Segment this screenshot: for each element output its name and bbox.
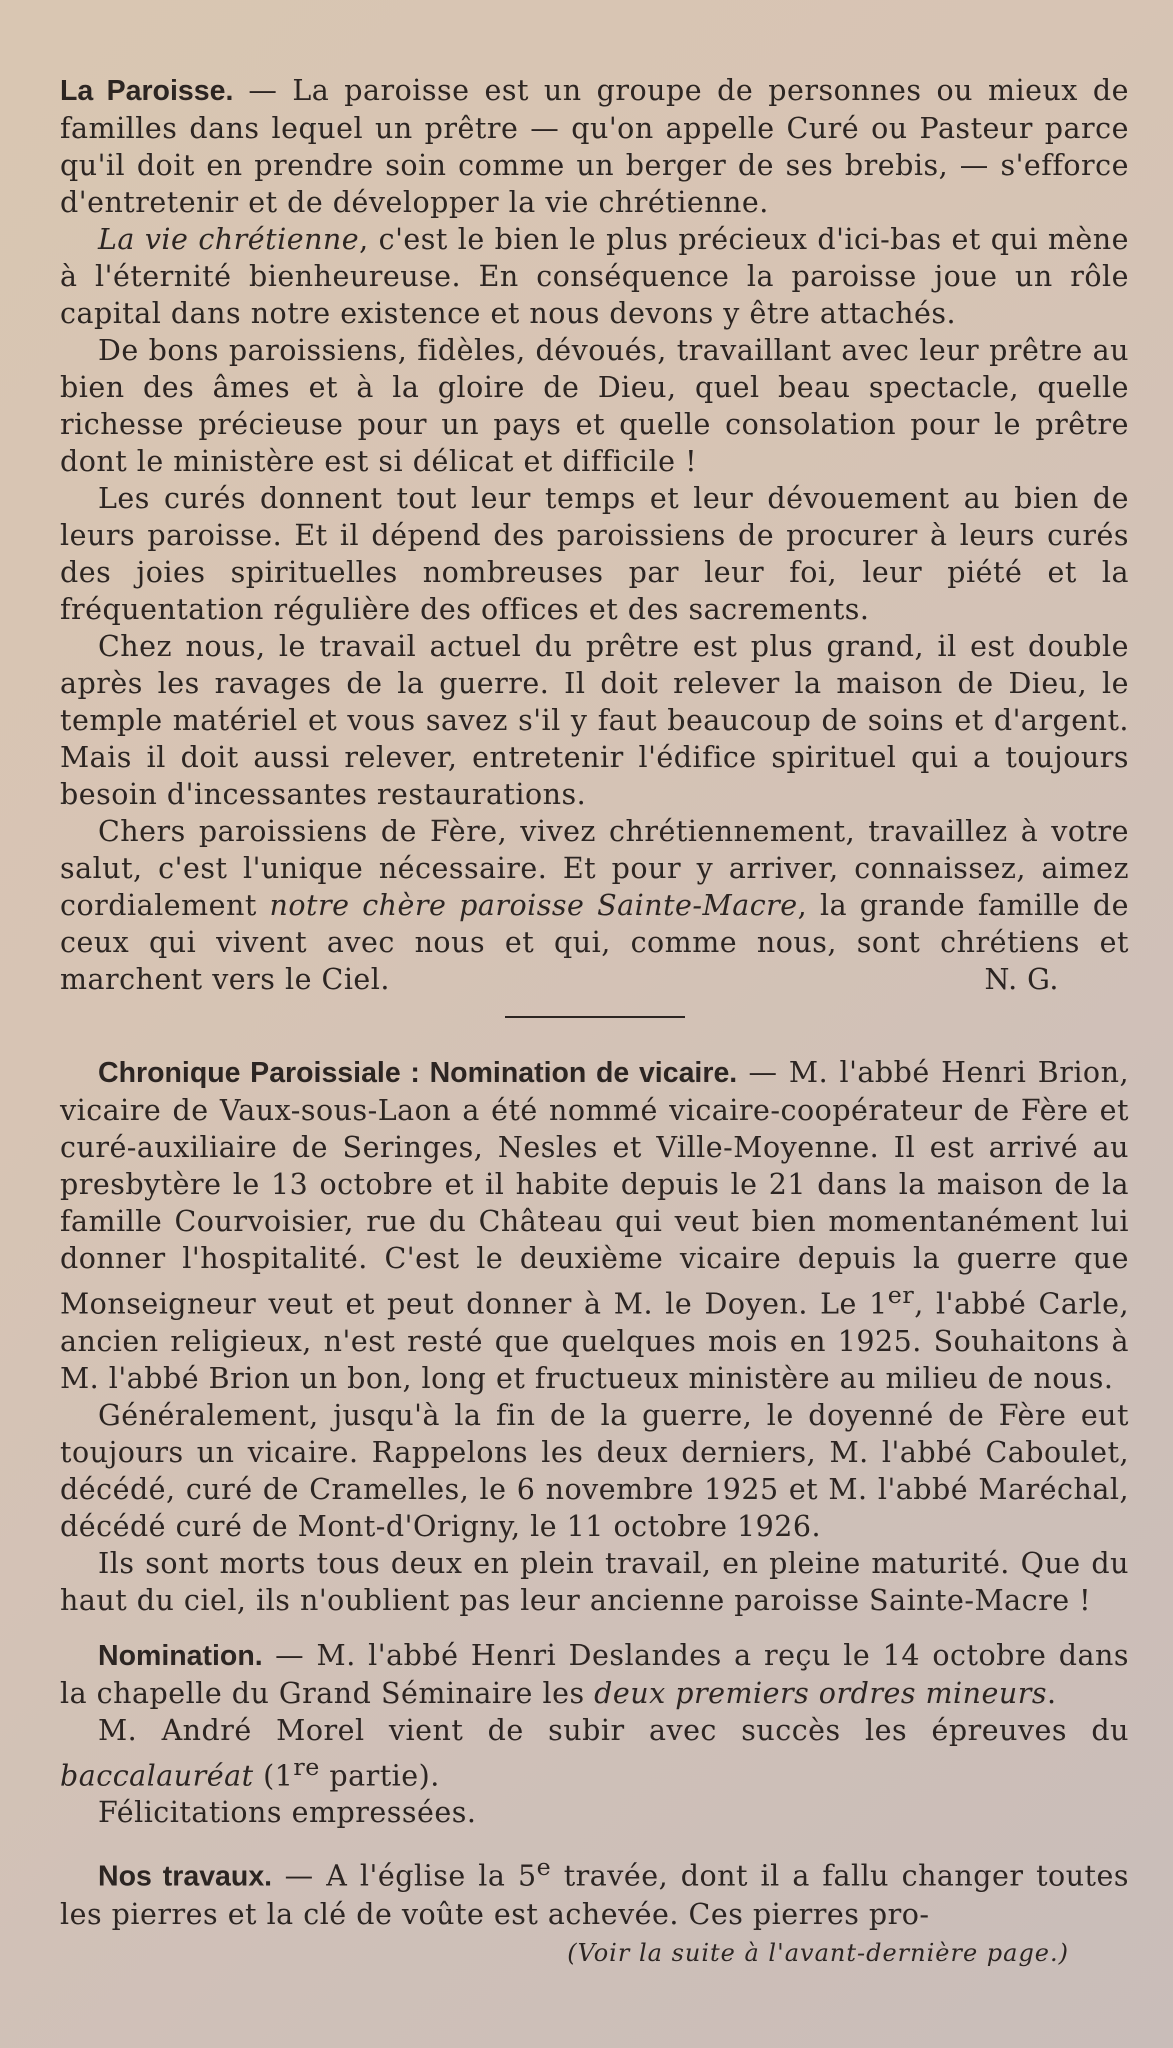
travaux-paragraph-1: Nos travaux. — A l'église la 5e travée, dont il a fallu changer toutes les pierres et la clé de voûte est achevée. Ces pierres pro- — [60, 1853, 1129, 1931]
chronique-heading: Chronique Paroissiale : Nomination de vicaire. — [98, 1057, 738, 1089]
nomination-paragraph-2: M. André Morel vient de subir avec succès les épreuves du baccalauréat (1re partie). — [60, 1713, 1129, 1792]
chronique-paragraph-1: Chronique Paroissiale : Nomination de vicaire. — M. l'abbé Henri Brion, vicaire de Vaux-sous-Laon a été nommé vicaire-coopérateur de Fère et curé-auxiliaire de Seringes, Nesles et Ville-Moyenne. Il est arrivé au presbytère le 13 octobre et il habite depuis le 21 dans la maison de la famille Courvoisier, rue du Château qui veut bien momentanément lui donner l'hospitalité. C'est le deuxième vicaire depuis la guerre que Monseigneur veut et peut donner à M. le Doyen. Le 1er, l'abbé Carle, ancien religieux, n'est resté que quelques mois en 1925. Souhaitons à M. l'abbé Brion un bon, long et fructueux ministère au milieu de nous. — [60, 1056, 1130, 1395]
nomination-heading: Nomination. — [98, 1639, 263, 1672]
paroisse-paragraph-1: La Paroisse. — La paroisse est un groupe de personnes ou mieux de familles dans lequel un prêtre — qu'on appelle Curé ou Pasteur parce qu'il doit en prendre soin comme un berger de ses brebis, — s'efforce d'entretenir et de développer la vie chrétienne. — [60, 74, 1129, 219]
chronique-section — [60, 1054, 1129, 1619]
paroisse-section — [60, 72, 1129, 998]
nomination-paragraph-3: Félicitations empressées. — [98, 1796, 477, 1829]
chronique-paragraph-2: Généralement, jusqu'à la fin de la guerre, le doyenné de Fère eut toujours un vicaire. Rappelons les deux derniers, M. l'abbé Caboulet, décédé, curé de Cramelles, le 6 novembre 1925 et M. l'abbé Maréchal, décédé curé de Mont-d'Origny, le 11 octobre 1926. — [60, 1398, 1129, 1543]
nomination-section — [60, 1637, 1129, 1832]
signature: N. G. — [984, 963, 1059, 996]
paroisse-paragraph-2: La vie chrétienne, c'est le bien le plus précieux d'ici-bas et qui mène à l'éternité bienheureuse. En conséquence la paroisse joue un rôle capital dans notre existence et nous devons y être attachés. — [60, 223, 1129, 330]
chronique-paragraph-3: Ils sont morts tous deux en plein travail, en pleine maturité. Que du haut du ciel, ils n'oublient pas leur ancienne paroisse Sainte-Macre ! — [60, 1546, 1129, 1617]
continued-note: (Voir la suite à l'avant-dernière page.) — [567, 1938, 1069, 1967]
paroisse-paragraph-3: De bons paroissiens, fidèles, dévoués, travaillant avec leur prêtre au bien des âmes et à la gloire de Dieu, quel beau spectacle, quelle richesse précieuse pour un pays et quelle consolation pour le prêtre dont le ministère est si délicat et difficile ! — [60, 334, 1129, 478]
travaux-section — [60, 1849, 1129, 1967]
paroisse-paragraph-6: Chers paroissiens de Fère, vivez chrétiennement, travaillez à votre salut, c'est l'unique nécessaire. Et pour y arriver, connaissez, aimez cordialement notre chère paroisse Sainte-Macre, la grande famille de ceux qui vivent avec nous et qui, comme nous, sont chrétiens et marchent vers le Ciel. N. G. — [60, 815, 1129, 996]
travaux-heading: Nos travaux. — [98, 1860, 273, 1893]
section-divider — [505, 1016, 685, 1018]
paroisse-paragraph-5: Chez nous, le travail actuel du prêtre est plus grand, il est double après les ravages de la guerre. Il doit relever la maison de Dieu, le temple matériel et vous savez s'il y faut beaucoup de soins et d'argent. Mais il doit aussi relever, entretenir l'édifice spirituel qui a toujours besoin d'incessantes restaurations. — [60, 630, 1129, 811]
paroisse-heading: La Paroisse. — [60, 75, 234, 107]
paroisse-paragraph-4: Les curés donnent tout leur temps et leur dévouement au bien de leurs paroisse. Et il dépend des paroissiens de procurer à leurs curés des joies spirituelles nombreuses par leur foi, leur piété et la fréquentation régulière des offices et des sacrements. — [60, 482, 1129, 626]
nomination-paragraph-1: Nomination. — M. l'abbé Henri Deslandes a reçu le 14 octobre dans la chapelle du Grand Séminaire les deux premiers ordres mineurs. — [60, 1638, 1129, 1710]
